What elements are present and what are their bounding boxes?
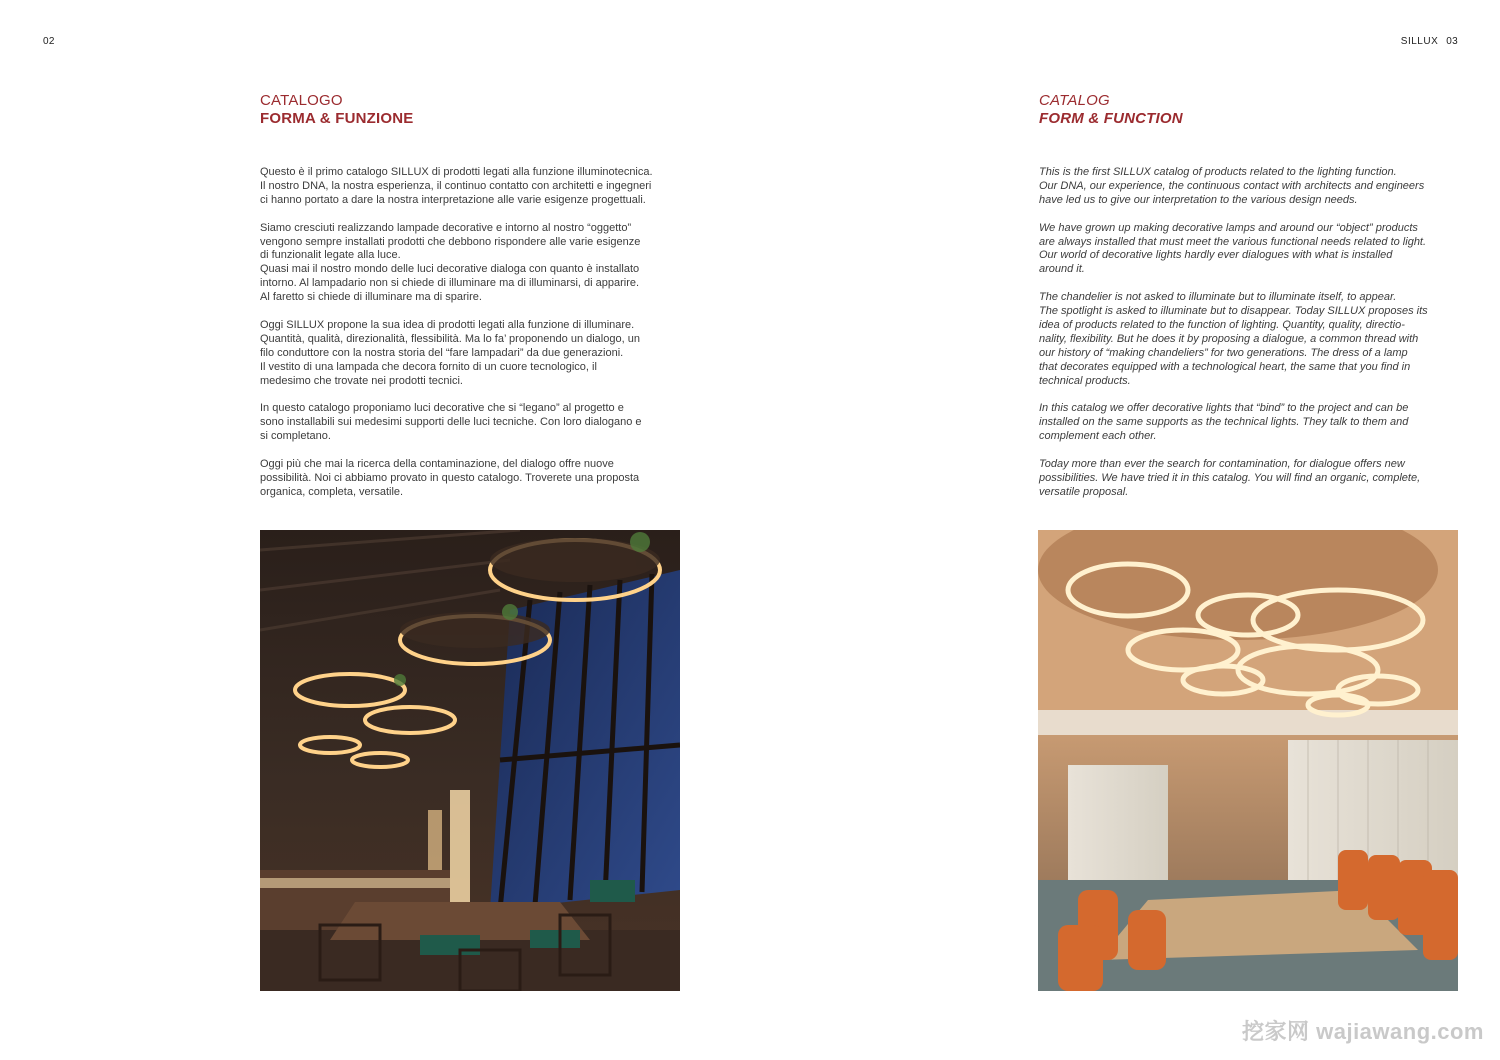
left-page-number: 02 xyxy=(43,36,55,47)
brand-name: SILLUX xyxy=(1400,36,1439,47)
watermark: 挖家网 wajiawang.com xyxy=(1242,1019,1484,1044)
right-page-header xyxy=(1401,36,1458,47)
italian-title: CATALOGO xyxy=(260,92,343,109)
paragraph: Siamo cresciuti realizzando lampade decorative e intorno al nostro “oggetto” vengono sempre installati prodotti che debbono rispondere alle varie esigenze di funzionalit legate alla luce. Quasi mai il nostro mondo delle luci decorative dialoga con quanto è installato intorno. Al lampadario non si chiede di illuminare ma di illuminarsi, di apparire. Al faretto si chiede di illuminare ma di sparire. xyxy=(260,221,641,304)
italian-subtitle: FORMA & FUNZIONE xyxy=(260,110,414,127)
paragraph: This is the first SILLUX catalog of products related to the lighting function. Our DNA, our experience, the continuous contact with architects and engineers have led us to give our interpretation to the various design needs. xyxy=(1039,166,1425,206)
english-title: CATALOG xyxy=(1039,92,1110,109)
english-body xyxy=(1039,166,1459,500)
italian-body xyxy=(260,166,680,500)
paragraph: In questo catalogo proponiamo luci decorative che si “legano” al progetto e sono installabili sui medesimi supporti delle luci tecniche. Con loro dialogano e si completano. xyxy=(260,402,642,443)
paragraph: Oggi più che mai la ricerca della contaminazione, del dialogo offre nuove possibilità. Noi ci abbiamo provato in questo catalogo. Troverete una proposta organica, completa, versatile. xyxy=(260,457,640,498)
right-page-number: 03 xyxy=(1446,36,1458,47)
paragraph: The chandelier is not asked to illuminate but to illuminate itself, to appear. The spotlight is asked to illuminate but to disappear. Today SILLUX proposes its idea of products related to the function of lighting. Quantity, quality, directio- nality, flexibility. But he does it by proposing a dialogue, a common thread with our history of “making chandeliers” for two generations. The dress of a lamp that decorates equipped with a technological heart, the same that you find in technical products. xyxy=(1039,291,1428,387)
restaurant-photo xyxy=(260,530,680,991)
paragraph: Oggi SILLUX propone la sua idea di prodotti legati alla funzione di illuminare. Quantità, qualità, direzionalità, flessibilità. Ma lo fa’ proponendo un dialogo, un filo conduttore con la nostra storia del “fare lampadari” da due generazioni. Il vestito di una lampada che decora fornito di un cuore tecnologico, il medesimo che trovate nei prodotti tecnici. xyxy=(260,318,640,387)
paragraph: In this catalog we offer decorative lights that “bind” to the project and can be installed on the same supports as the technical lights. They talk to them and complement each other. xyxy=(1039,402,1409,443)
italian-text-column xyxy=(260,92,680,514)
paragraph: Today more than ever the search for contamination, for dialogue offers new possibilities. We have tried it in this catalog. You will find an organic, complete, versatile proposal. xyxy=(1039,457,1421,498)
english-subtitle: FORM & FUNCTION xyxy=(1039,110,1183,127)
english-text-column xyxy=(1039,92,1459,514)
conference-room-photo xyxy=(1038,530,1458,991)
paragraph: Questo è il primo catalogo SILLUX di prodotti legati alla funzione illuminotecnica. Il nostro DNA, la nostra esperienza, il continuo contatto con architetti e ingegneri ci hanno portato a dare la nostra interpretazione alle varie esigenze progettuali. xyxy=(260,166,653,206)
paragraph: We have grown up making decorative lamps and around our “object” products are always installed that must meet the various functional needs related to light. Our world of decorative lights hardly ever dialogues with what is installed around it. xyxy=(1039,221,1427,276)
